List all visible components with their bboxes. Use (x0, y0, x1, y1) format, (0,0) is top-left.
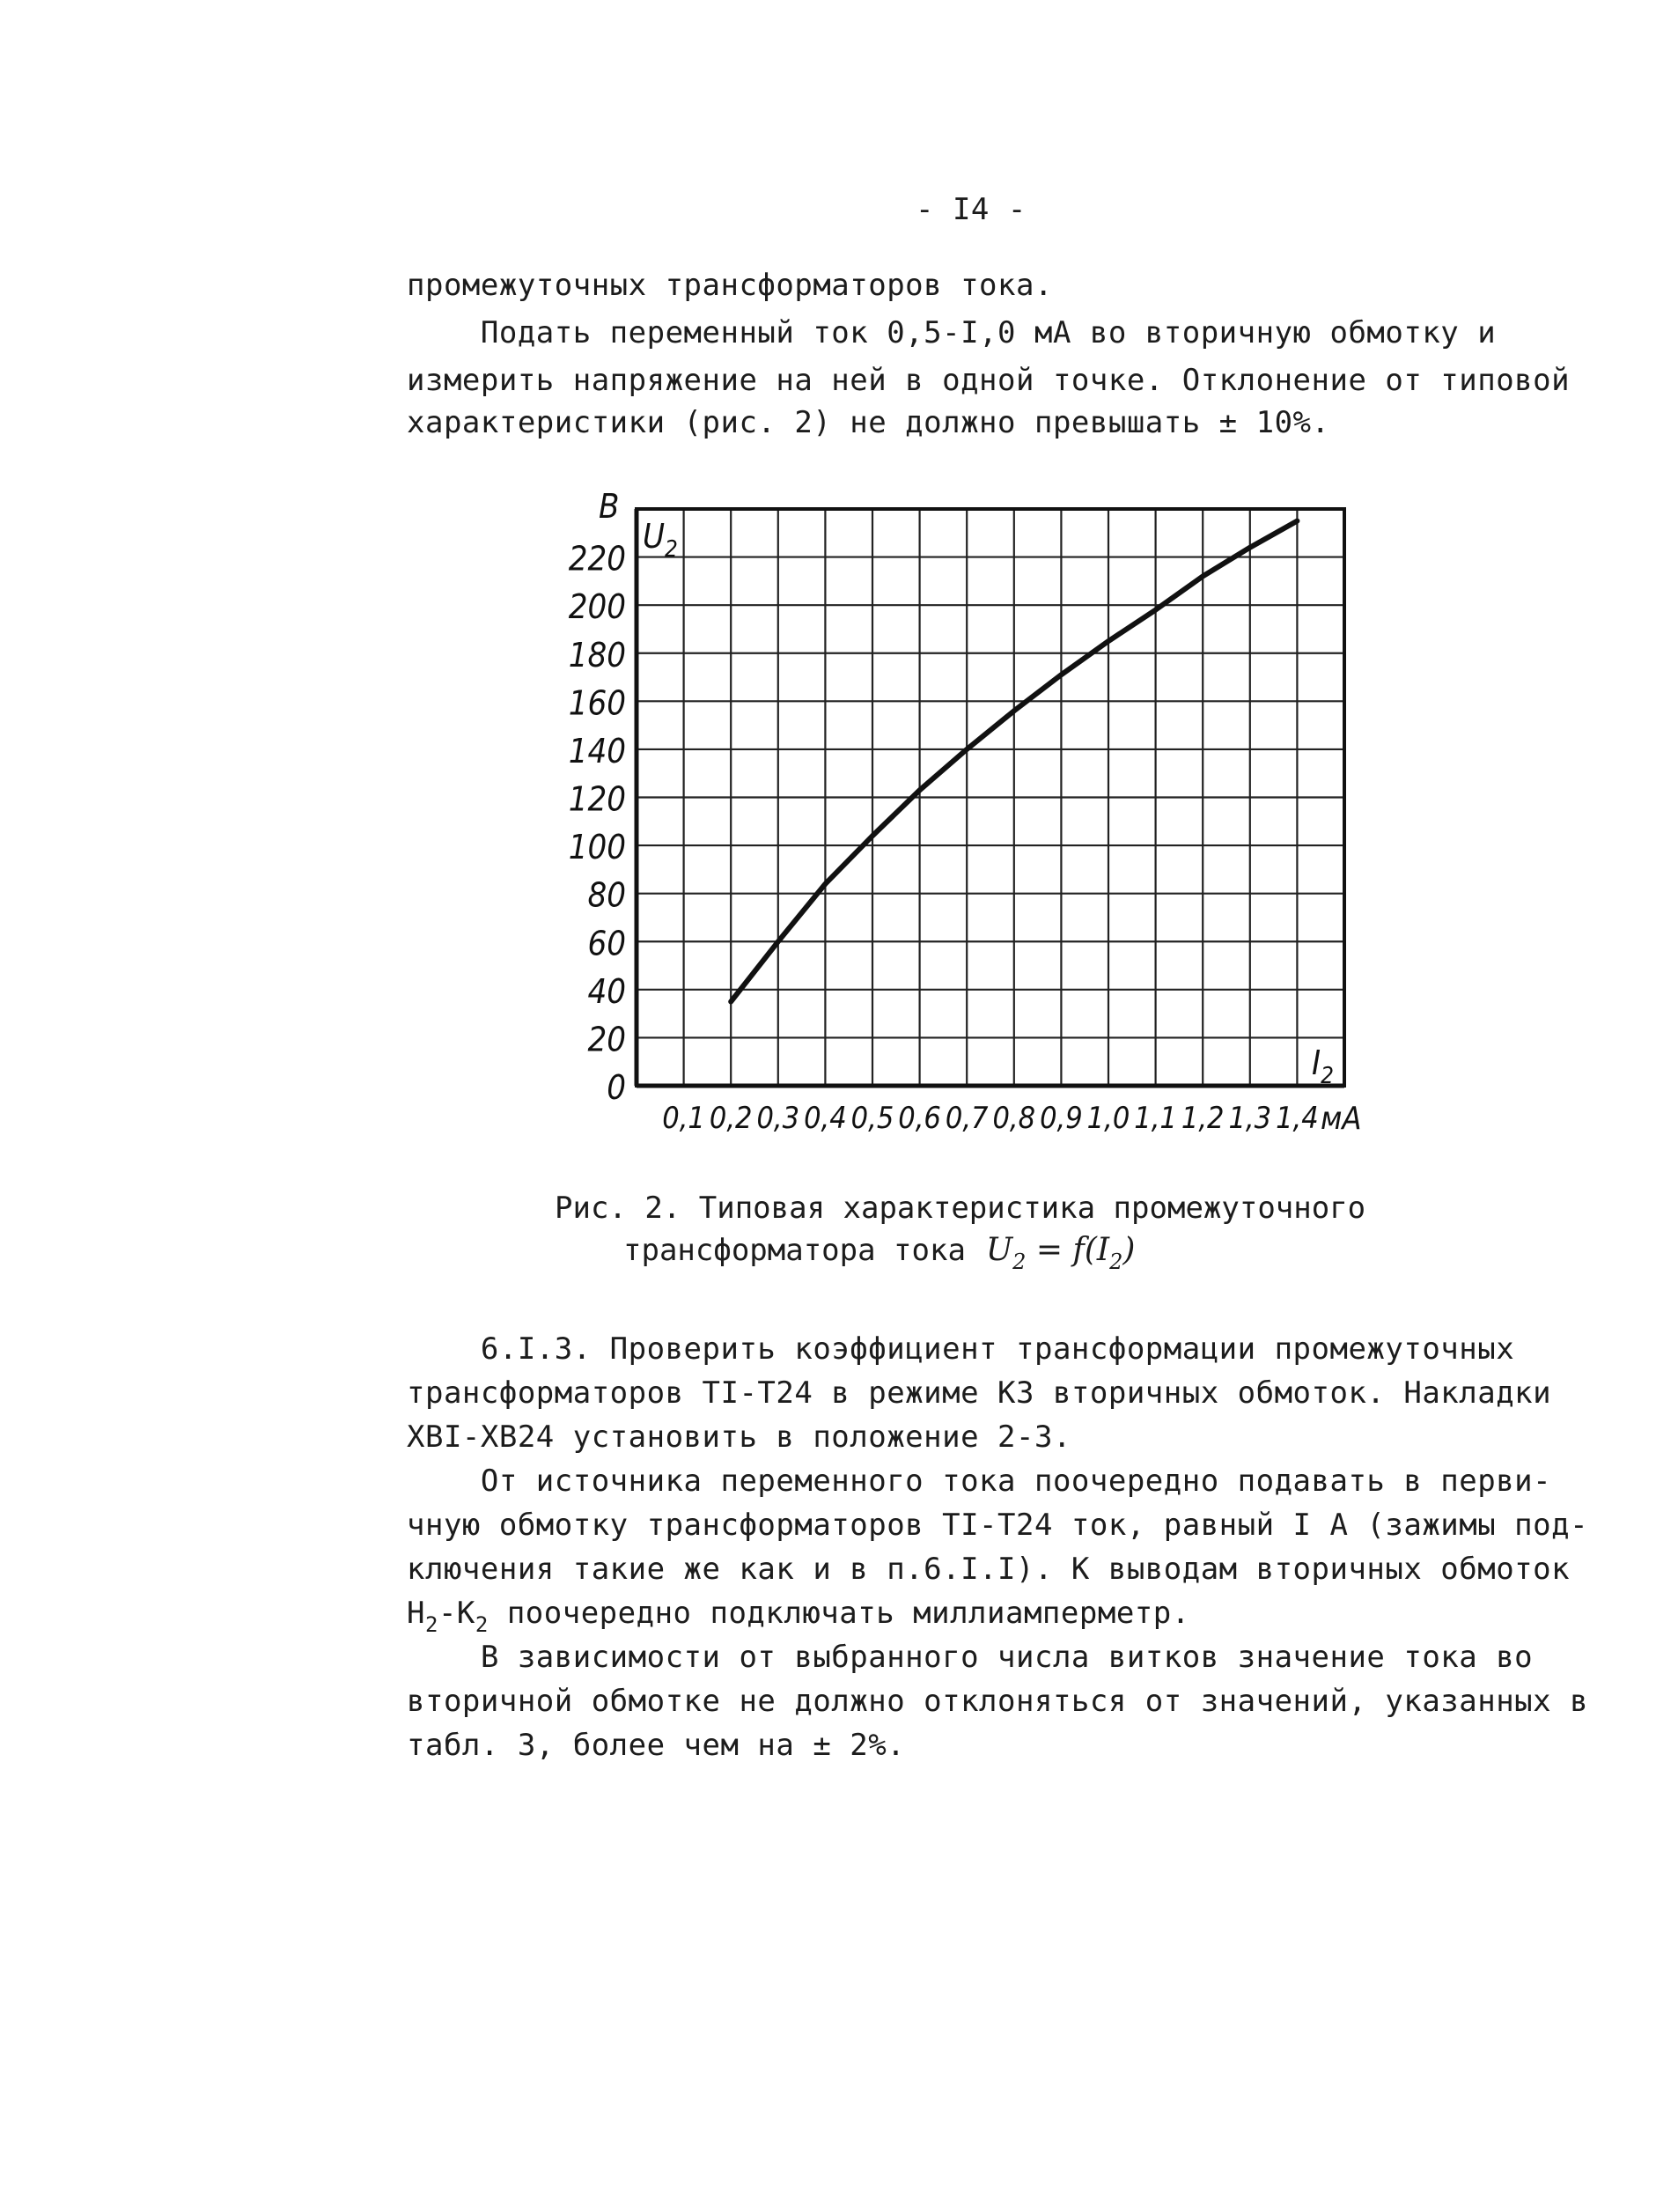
y-tick-label: 0 (607, 1068, 626, 1107)
text-line: Подать переменный ток 0,5-I,0 мА во вторичную обмотку и (407, 315, 1497, 350)
y-tick-label: 160 (568, 683, 626, 723)
caption-formula: $U_2 = f(I_2)$ (985, 1232, 1136, 1274)
text-line: измерить напряжение на ней в одной точке. Отклонение от типовой (407, 363, 1571, 398)
x-tick-label: 0,7 (945, 1101, 989, 1136)
text-line: От источника переменного тока поочередно подавать в перви- (407, 1464, 1552, 1499)
x-tick-labels (662, 1101, 1318, 1136)
text-line: вторичной обмотке не должно отклоняться от значений, указанных в (407, 1684, 1589, 1719)
x-tick-label: 0,8 (992, 1101, 1036, 1136)
x-tick-label: 0,5 (850, 1101, 894, 1136)
text-line: 6.I.3. Проверить коэффициент трансформации промежуточных (407, 1331, 1515, 1367)
y-tick-label: 20 (587, 1020, 626, 1059)
figure-caption-line1: Рис. 2. Типовая характеристика промежуточного (555, 1191, 1366, 1226)
text-line: В зависимости от выбранного числа витков значение тока во (407, 1640, 1534, 1675)
y-unit-label: В (599, 487, 620, 526)
x-tick-label: 0,4 (804, 1101, 847, 1136)
x-tick-label: 1,0 (1086, 1101, 1130, 1136)
text-line: чную обмотку трансформаторов TI-T24 ток, равный I А (зажимы под- (407, 1508, 1589, 1543)
y-tick-label: 80 (587, 875, 626, 915)
y-tick-labels (569, 540, 626, 1107)
y-tick-label: 120 (568, 779, 626, 819)
y-axis-symbol: $U_2$ (643, 517, 678, 563)
y-tick-label: 100 (568, 828, 626, 867)
text-line: ключения такие же как и в п.6.I.I). К выводам вторичных обмоток (407, 1552, 1571, 1587)
text-line: промежуточных трансформаторов тока. (407, 268, 1053, 303)
y-tick-label: 60 (587, 924, 626, 963)
page-number: - I4 - (916, 192, 1027, 227)
text-line: XBI-XB24 установить в положение 2-3. (407, 1419, 1071, 1455)
y-tick-label: 200 (568, 587, 626, 627)
x-tick-label: 1,4 (1276, 1101, 1319, 1136)
x-axis-symbol: $I_2$ (1312, 1043, 1334, 1089)
text-line: табл. 3, более чем на ± 2%. (407, 1728, 906, 1763)
x-tick-label: 0,3 (756, 1101, 800, 1136)
x-tick-label: 0,1 (662, 1101, 705, 1136)
text-line: трансформаторов TI-T24 в режиме КЗ вторичных обмоток. Накладки (407, 1375, 1552, 1411)
x-tick-label: 1,1 (1134, 1101, 1177, 1136)
x-tick-label: 0,9 (1040, 1101, 1083, 1136)
x-tick-label: 0,2 (709, 1101, 753, 1136)
y-tick-label: 40 (587, 971, 626, 1011)
text-line: $Н_2-К_2$ поочередно подключать миллиамперметр. (407, 1596, 1190, 1637)
x-tick-label: 1,3 (1228, 1101, 1272, 1136)
x-tick-label: 1,2 (1181, 1101, 1225, 1136)
y-tick-label: 140 (568, 731, 626, 771)
x-unit-label: мА (1321, 1101, 1362, 1137)
text-line: характеристики (рис. 2) не должно превышать ± 10%. (407, 405, 1330, 440)
y-tick-label: 220 (568, 539, 626, 579)
x-tick-label: 0,6 (898, 1101, 941, 1136)
y-tick-label: 180 (568, 635, 626, 675)
figure-caption-line2: трансформатора тока $U_2 = f(I_2)$ (623, 1232, 1136, 1274)
chart-grid (637, 509, 1344, 1086)
